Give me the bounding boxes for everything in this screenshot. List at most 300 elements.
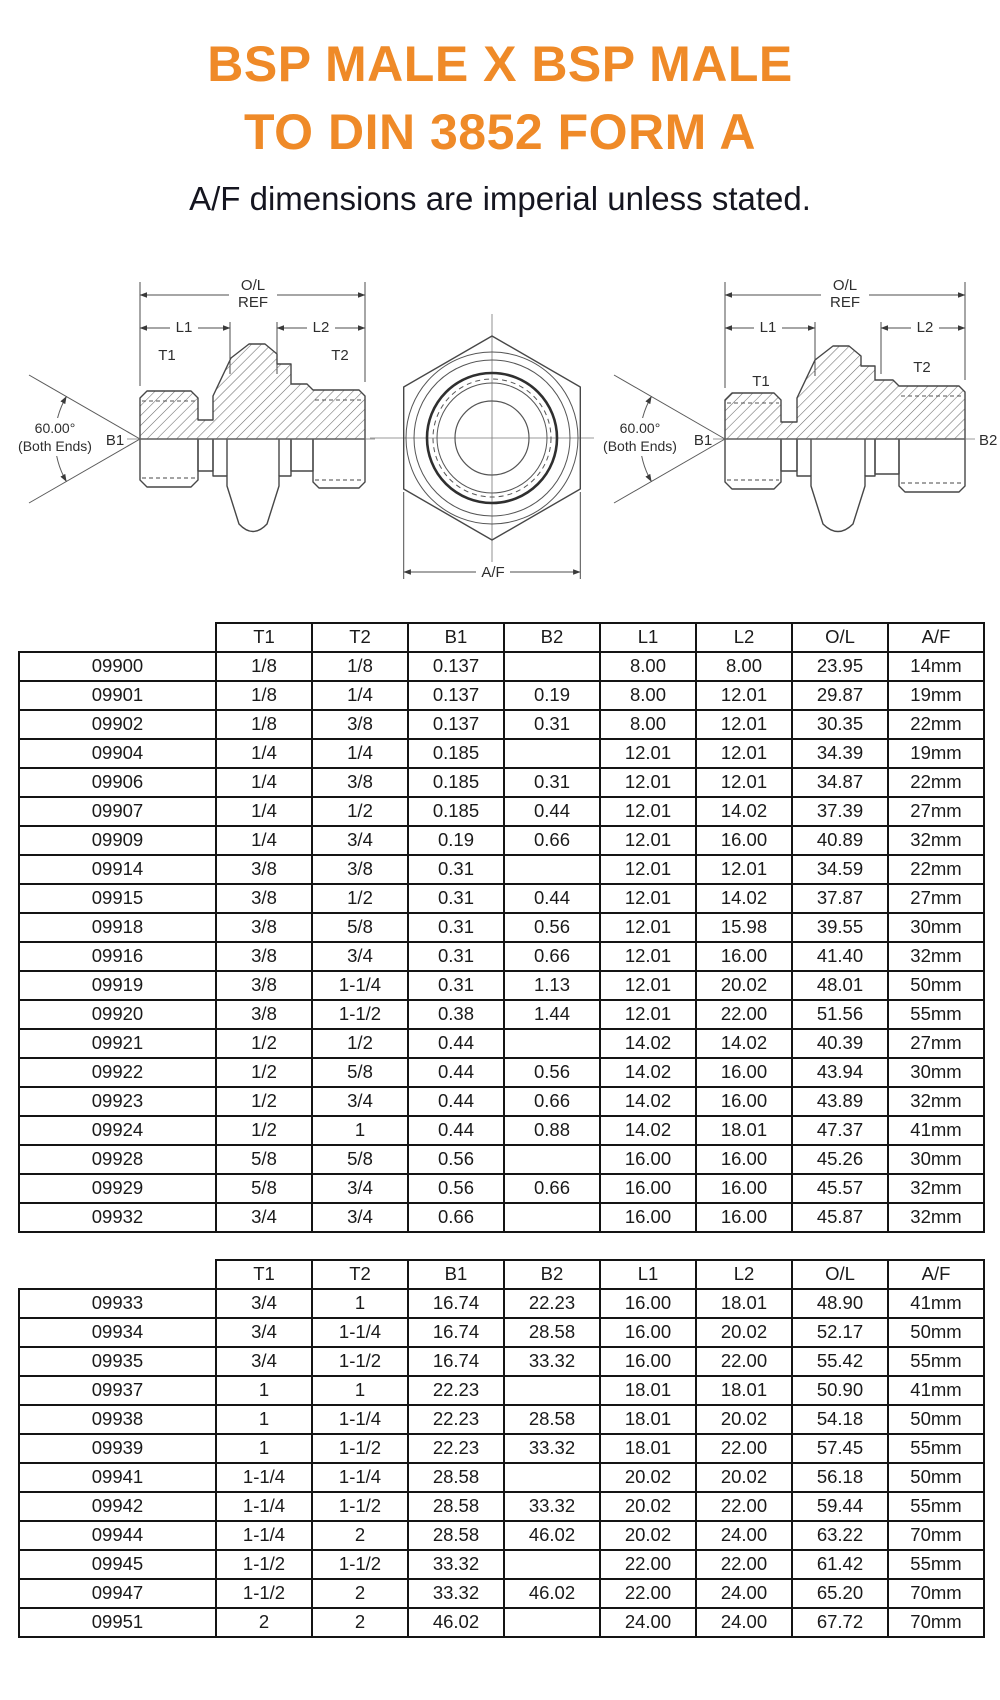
value-cell: 0.137 [408, 681, 504, 710]
value-cell: 8.00 [696, 652, 792, 681]
value-cell: 14.02 [600, 1029, 696, 1058]
value-cell: 0.31 [408, 884, 504, 913]
part-number-cell: 09935 [19, 1347, 216, 1376]
value-cell: 57.45 [792, 1434, 888, 1463]
value-cell: 16.00 [696, 942, 792, 971]
part-number-cell: 09924 [19, 1116, 216, 1145]
value-cell: 5/8 [312, 1145, 408, 1174]
value-cell: 8.00 [600, 652, 696, 681]
value-cell: 22mm [888, 710, 984, 739]
value-cell: 32mm [888, 1174, 984, 1203]
value-cell: 14.02 [696, 797, 792, 826]
value-cell: 40.39 [792, 1029, 888, 1058]
value-cell: 0.66 [504, 826, 600, 855]
value-cell: 33.32 [504, 1434, 600, 1463]
value-cell: 1-1/4 [312, 1318, 408, 1347]
value-cell: 33.32 [504, 1347, 600, 1376]
value-cell: 1 [312, 1116, 408, 1145]
value-cell: 3/8 [216, 884, 312, 913]
value-cell: 32mm [888, 1203, 984, 1232]
part-number-cell: 09902 [19, 710, 216, 739]
part-number-cell: 09944 [19, 1521, 216, 1550]
value-cell: 45.26 [792, 1145, 888, 1174]
value-cell: 5/8 [216, 1145, 312, 1174]
value-cell: 65.20 [792, 1579, 888, 1608]
value-cell: 16.00 [696, 1087, 792, 1116]
column-header: T1 [216, 623, 312, 652]
table-row [19, 1029, 984, 1058]
value-cell: 18.01 [600, 1376, 696, 1405]
value-cell: 14.02 [600, 1116, 696, 1145]
page-subtitle: A/F dimensions are imperial unless stated. [189, 180, 811, 217]
value-cell: 70mm [888, 1521, 984, 1550]
value-cell: 39.55 [792, 913, 888, 942]
value-cell: 43.94 [792, 1058, 888, 1087]
value-cell: 50.90 [792, 1376, 888, 1405]
value-cell: 5/8 [216, 1174, 312, 1203]
part-number-cell: 09933 [19, 1289, 216, 1318]
value-cell [504, 1376, 600, 1405]
value-cell: 16.00 [696, 1174, 792, 1203]
column-header: O/L [792, 623, 888, 652]
value-cell: 1/4 [216, 768, 312, 797]
table-row [19, 1174, 984, 1203]
table-row [19, 971, 984, 1000]
table-row [19, 1376, 984, 1405]
value-cell: 1-1/4 [312, 971, 408, 1000]
value-cell: 61.42 [792, 1550, 888, 1579]
value-cell: 1/4 [312, 739, 408, 768]
label-b1-left: B1 [105, 432, 125, 449]
value-cell: 1/2 [216, 1116, 312, 1145]
value-cell: 1/2 [216, 1029, 312, 1058]
value-cell: 0.19 [504, 681, 600, 710]
value-cell: 27mm [888, 1029, 984, 1058]
column-header: B2 [504, 1260, 600, 1289]
value-cell: 1-1/4 [312, 1405, 408, 1434]
table-row [19, 1289, 984, 1318]
side-view-left [9, 274, 375, 532]
part-number-cell: 09932 [19, 1203, 216, 1232]
value-cell: 3/8 [216, 913, 312, 942]
part-number-cell: 09947 [19, 1579, 216, 1608]
value-cell: 0.185 [408, 739, 504, 768]
value-cell [504, 739, 600, 768]
value-cell: 30mm [888, 1058, 984, 1087]
value-cell: 3/4 [216, 1203, 312, 1232]
value-cell: 0.66 [504, 1174, 600, 1203]
value-cell: 55mm [888, 1492, 984, 1521]
value-cell: 14mm [888, 652, 984, 681]
value-cell: 55.42 [792, 1347, 888, 1376]
value-cell: 22.00 [696, 1434, 792, 1463]
value-cell: 24.00 [696, 1579, 792, 1608]
value-cell: 1/2 [312, 884, 408, 913]
value-cell: 56.18 [792, 1463, 888, 1492]
value-cell: 20.02 [696, 971, 792, 1000]
value-cell: 1-1/2 [312, 1347, 408, 1376]
value-cell: 1/4 [216, 826, 312, 855]
value-cell: 50mm [888, 971, 984, 1000]
value-cell: 3/8 [216, 855, 312, 884]
part-number-cell: 09939 [19, 1434, 216, 1463]
value-cell: 1 [312, 1376, 408, 1405]
value-cell: 45.87 [792, 1203, 888, 1232]
value-cell: 33.32 [408, 1579, 504, 1608]
value-cell: 0.56 [504, 913, 600, 942]
table-row [19, 1463, 984, 1492]
column-header: L2 [696, 623, 792, 652]
value-cell: 3/4 [312, 826, 408, 855]
value-cell: 5/8 [312, 913, 408, 942]
value-cell: 3/8 [312, 710, 408, 739]
table-row [19, 710, 984, 739]
value-cell: 0.44 [408, 1087, 504, 1116]
value-cell: 55mm [888, 1550, 984, 1579]
value-cell: 0.185 [408, 768, 504, 797]
value-cell: 22.00 [600, 1579, 696, 1608]
value-cell: 12.01 [600, 971, 696, 1000]
value-cell: 41mm [888, 1289, 984, 1318]
label-t1-left: T1 [158, 347, 176, 364]
value-cell: 3/8 [312, 855, 408, 884]
value-cell: 27mm [888, 884, 984, 913]
value-cell: 1-1/4 [216, 1521, 312, 1550]
value-cell: 30mm [888, 913, 984, 942]
part-number-cell: 09945 [19, 1550, 216, 1579]
page-title-line1: BSP MALE X BSP MALE [207, 36, 793, 92]
table-row [19, 1203, 984, 1232]
label-angle-note-left: (Both Ends) [18, 438, 92, 454]
table-row [19, 1550, 984, 1579]
fitting-drawing-svg [0, 224, 1000, 586]
value-cell: 20.02 [696, 1318, 792, 1347]
value-cell [504, 1145, 600, 1174]
value-cell: 18.01 [696, 1289, 792, 1318]
value-cell: 22.23 [408, 1376, 504, 1405]
value-cell: 14.02 [600, 1058, 696, 1087]
table-row [19, 1434, 984, 1463]
part-number-cell: 09934 [19, 1318, 216, 1347]
value-cell: 12.01 [696, 710, 792, 739]
value-cell: 0.31 [408, 855, 504, 884]
value-cell: 32mm [888, 942, 984, 971]
value-cell: 0.44 [408, 1116, 504, 1145]
label-t1-right: T1 [752, 373, 770, 390]
header-row [19, 1260, 984, 1289]
value-cell: 1-1/2 [312, 1000, 408, 1029]
value-cell: 28.58 [408, 1463, 504, 1492]
header-row [19, 623, 984, 652]
column-header: L2 [696, 1260, 792, 1289]
table-row [19, 768, 984, 797]
value-cell: 14.02 [696, 884, 792, 913]
part-number-cell: 09909 [19, 826, 216, 855]
value-cell: 1-1/2 [312, 1492, 408, 1521]
table-row [19, 1347, 984, 1376]
value-cell: 0.19 [408, 826, 504, 855]
value-cell: 0.66 [408, 1203, 504, 1232]
value-cell: 70mm [888, 1579, 984, 1608]
value-cell: 14.02 [600, 1087, 696, 1116]
value-cell: 3/4 [312, 942, 408, 971]
value-cell: 1.13 [504, 971, 600, 1000]
part-number-cell: 09906 [19, 768, 216, 797]
column-header: A/F [888, 1260, 984, 1289]
label-ref-left: REF [238, 294, 268, 311]
value-cell: 0.56 [408, 1174, 504, 1203]
value-cell: 3/4 [312, 1087, 408, 1116]
value-cell: 3/4 [312, 1174, 408, 1203]
value-cell: 0.44 [408, 1029, 504, 1058]
value-cell: 34.59 [792, 855, 888, 884]
value-cell: 28.58 [504, 1318, 600, 1347]
value-cell: 3/4 [216, 1347, 312, 1376]
page-title-line2: TO DIN 3852 FORM A [244, 104, 756, 160]
value-cell: 0.137 [408, 710, 504, 739]
value-cell [504, 1463, 600, 1492]
value-cell: 54.18 [792, 1405, 888, 1434]
value-cell: 12.01 [600, 1000, 696, 1029]
value-cell [504, 1550, 600, 1579]
table-row [19, 1492, 984, 1521]
value-cell: 8.00 [600, 681, 696, 710]
value-cell: 20.02 [600, 1463, 696, 1492]
value-cell: 20.02 [696, 1463, 792, 1492]
value-cell [504, 1608, 600, 1637]
part-number-cell: 09928 [19, 1145, 216, 1174]
value-cell: 29.87 [792, 681, 888, 710]
table-row [19, 1087, 984, 1116]
value-cell: 1 [216, 1405, 312, 1434]
value-cell: 16.74 [408, 1289, 504, 1318]
value-cell: 1-1/2 [216, 1550, 312, 1579]
value-cell: 16.00 [600, 1289, 696, 1318]
value-cell: 1/8 [216, 652, 312, 681]
value-cell: 22mm [888, 855, 984, 884]
value-cell: 1/4 [216, 739, 312, 768]
value-cell: 8.00 [600, 710, 696, 739]
header-spacer-cell [19, 1260, 216, 1289]
value-cell: 16.74 [408, 1347, 504, 1376]
table-row [19, 1405, 984, 1434]
value-cell: 1/4 [312, 681, 408, 710]
value-cell: 12.01 [600, 797, 696, 826]
value-cell: 30mm [888, 1145, 984, 1174]
column-header: B1 [408, 623, 504, 652]
header-spacer-cell [19, 623, 216, 652]
value-cell: 2 [312, 1608, 408, 1637]
value-cell: 1 [312, 1289, 408, 1318]
value-cell: 3/8 [216, 942, 312, 971]
value-cell: 1/4 [216, 797, 312, 826]
table-row [19, 942, 984, 971]
value-cell: 41mm [888, 1116, 984, 1145]
value-cell: 18.01 [696, 1376, 792, 1405]
value-cell: 2 [312, 1521, 408, 1550]
part-number-cell: 09941 [19, 1463, 216, 1492]
value-cell: 12.01 [696, 681, 792, 710]
value-cell: 34.39 [792, 739, 888, 768]
part-number-cell: 09915 [19, 884, 216, 913]
dimension-tables [18, 622, 985, 1638]
part-number-cell: 09904 [19, 739, 216, 768]
value-cell: 0.88 [504, 1116, 600, 1145]
value-cell: 24.00 [696, 1608, 792, 1637]
part-number-cell: 09920 [19, 1000, 216, 1029]
value-cell: 22mm [888, 768, 984, 797]
column-header: T1 [216, 1260, 312, 1289]
value-cell: 12.01 [600, 855, 696, 884]
table-row [19, 1145, 984, 1174]
value-cell: 46.02 [504, 1521, 600, 1550]
value-cell: 20.02 [600, 1521, 696, 1550]
value-cell: 0.31 [504, 710, 600, 739]
table-row [19, 1521, 984, 1550]
value-cell: 1-1/4 [216, 1492, 312, 1521]
value-cell: 55mm [888, 1347, 984, 1376]
value-cell: 30.35 [792, 710, 888, 739]
label-b1-right: B1 [693, 432, 713, 449]
value-cell: 12.01 [600, 768, 696, 797]
value-cell: 22.00 [600, 1550, 696, 1579]
value-cell: 33.32 [408, 1550, 504, 1579]
value-cell: 0.56 [408, 1145, 504, 1174]
value-cell: 52.17 [792, 1318, 888, 1347]
value-cell [504, 652, 600, 681]
value-cell: 0.185 [408, 797, 504, 826]
value-cell: 1-1/2 [312, 1550, 408, 1579]
table-row [19, 1579, 984, 1608]
label-ol-left: O/L [240, 277, 266, 294]
part-number-cell: 09921 [19, 1029, 216, 1058]
label-ol-right: O/L [832, 277, 858, 294]
value-cell: 3/4 [216, 1289, 312, 1318]
value-cell: 22.00 [696, 1000, 792, 1029]
label-angle-right: 60.00° [619, 420, 661, 436]
value-cell: 16.00 [600, 1145, 696, 1174]
value-cell: 28.58 [408, 1521, 504, 1550]
value-cell: 12.01 [696, 855, 792, 884]
value-cell [504, 855, 600, 884]
table-row [19, 652, 984, 681]
value-cell: 41mm [888, 1376, 984, 1405]
value-cell: 12.01 [696, 768, 792, 797]
label-l1-left: L1 [175, 319, 193, 336]
column-header: L1 [600, 1260, 696, 1289]
value-cell: 34.87 [792, 768, 888, 797]
value-cell: 0.66 [504, 942, 600, 971]
value-cell: 14.02 [696, 1029, 792, 1058]
label-t2-left: T2 [331, 347, 349, 364]
value-cell: 37.87 [792, 884, 888, 913]
part-number-cell: 09938 [19, 1405, 216, 1434]
part-number-cell: 09929 [19, 1174, 216, 1203]
value-cell: 15.98 [696, 913, 792, 942]
value-cell: 16.74 [408, 1318, 504, 1347]
front-view-hex [370, 314, 615, 581]
value-cell: 51.56 [792, 1000, 888, 1029]
value-cell: 16.00 [696, 1145, 792, 1174]
part-number-cell: 09901 [19, 681, 216, 710]
label-l2-left: L2 [312, 319, 330, 336]
value-cell: 22.00 [696, 1347, 792, 1376]
value-cell: 2 [312, 1579, 408, 1608]
value-cell: 18.01 [600, 1405, 696, 1434]
value-cell: 1-1/4 [216, 1463, 312, 1492]
value-cell: 3/8 [216, 1000, 312, 1029]
value-cell: 0.31 [408, 942, 504, 971]
value-cell: 46.02 [408, 1608, 504, 1637]
value-cell: 12.01 [600, 884, 696, 913]
page-header [0, 0, 1000, 218]
value-cell: 3/8 [312, 768, 408, 797]
value-cell: 22.23 [408, 1405, 504, 1434]
value-cell: 48.90 [792, 1289, 888, 1318]
value-cell: 55mm [888, 1000, 984, 1029]
table-row [19, 1116, 984, 1145]
part-number-cell: 09919 [19, 971, 216, 1000]
value-cell: 1/2 [216, 1087, 312, 1116]
value-cell: 48.01 [792, 971, 888, 1000]
part-number-cell: 09942 [19, 1492, 216, 1521]
value-cell: 0.31 [504, 768, 600, 797]
column-header: T2 [312, 623, 408, 652]
value-cell: 50mm [888, 1318, 984, 1347]
part-number-cell: 09918 [19, 913, 216, 942]
value-cell: 19mm [888, 739, 984, 768]
value-cell: 45.57 [792, 1174, 888, 1203]
value-cell: 47.37 [792, 1116, 888, 1145]
label-l2-right: L2 [916, 319, 934, 336]
value-cell: 37.39 [792, 797, 888, 826]
value-cell: 22.23 [504, 1289, 600, 1318]
part-number-cell: 09937 [19, 1376, 216, 1405]
table-row [19, 1000, 984, 1029]
value-cell: 50mm [888, 1405, 984, 1434]
part-number-cell: 09900 [19, 652, 216, 681]
table-row [19, 884, 984, 913]
value-cell: 0.66 [504, 1087, 600, 1116]
value-cell: 33.32 [504, 1492, 600, 1521]
value-cell: 55mm [888, 1434, 984, 1463]
value-cell: 3/4 [216, 1318, 312, 1347]
table-row [19, 739, 984, 768]
value-cell: 27mm [888, 797, 984, 826]
value-cell: 70mm [888, 1608, 984, 1637]
part-number-cell: 09951 [19, 1608, 216, 1637]
value-cell: 23.95 [792, 652, 888, 681]
value-cell: 3/4 [312, 1203, 408, 1232]
value-cell: 3/8 [216, 971, 312, 1000]
column-header: B2 [504, 623, 600, 652]
value-cell: 22.00 [696, 1492, 792, 1521]
value-cell: 1/8 [216, 710, 312, 739]
value-cell: 28.58 [408, 1492, 504, 1521]
value-cell: 0.44 [504, 797, 600, 826]
label-l1-right: L1 [759, 319, 777, 336]
value-cell: 12.01 [600, 739, 696, 768]
value-cell: 41.40 [792, 942, 888, 971]
fitting-external-right [725, 439, 965, 532]
part-number-cell: 09922 [19, 1058, 216, 1087]
value-cell: 0.31 [408, 971, 504, 1000]
value-cell: 32mm [888, 1087, 984, 1116]
value-cell: 1/8 [312, 652, 408, 681]
value-cell: 16.00 [600, 1203, 696, 1232]
value-cell: 1/2 [312, 1029, 408, 1058]
value-cell: 16.00 [600, 1174, 696, 1203]
